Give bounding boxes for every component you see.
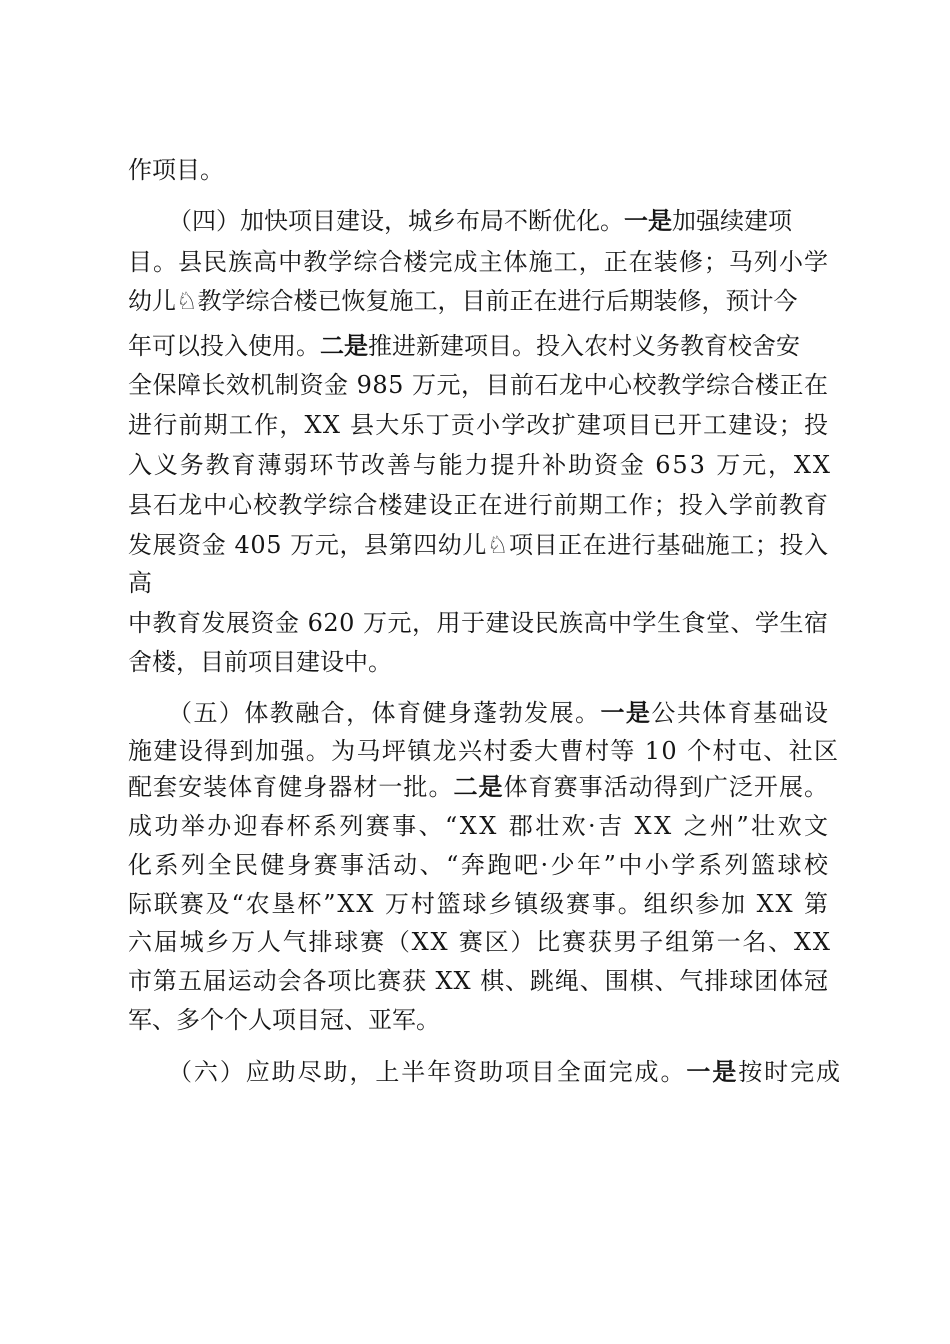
text-line bbox=[128, 368, 828, 402]
bold-marker: 一是 bbox=[624, 207, 672, 235]
text-segment: 体育赛事活动得到广泛开展。 bbox=[503, 773, 830, 801]
text-line bbox=[128, 153, 224, 187]
text-line bbox=[128, 566, 152, 600]
text-line bbox=[128, 329, 800, 363]
text-line bbox=[128, 448, 832, 482]
text-line bbox=[128, 488, 829, 522]
bold-marker: 二是 bbox=[453, 773, 504, 801]
text-segment: 市第五届运动会各项比赛获 XX 棋、跳绳、围棋、气排球团体冠 bbox=[128, 967, 829, 995]
text-segment: （六）应助尽助，上半年资助项目全面完成。 bbox=[168, 1058, 687, 1086]
text-segment: 际联赛及“农垦杯”XX 万村篮球乡镇级赛事。组织参加 XX 第 bbox=[128, 890, 830, 918]
text-segment: 发展资金 405 万元，县第四幼儿♘项目正在进行基础施工；投入 bbox=[128, 531, 829, 559]
text-segment: 入义务教育薄弱环节改善与能力提升补助资金 653 万元，XX bbox=[128, 451, 832, 479]
text-segment: 配套安装体育健身器材一批。 bbox=[128, 773, 454, 801]
text-segment: 公共体育基础设 bbox=[651, 699, 830, 727]
text-line bbox=[128, 245, 829, 279]
text-segment: 高 bbox=[128, 569, 152, 597]
text-segment: 施建设得到加强。为马坪镇龙兴村委大曹村等 10 个村屯、社区 bbox=[128, 737, 840, 765]
text-line bbox=[128, 284, 798, 318]
text-segment: 县石龙中心校教学综合楼建设正在进行前期工作；投入学前教育 bbox=[128, 491, 830, 519]
text-segment: 成功举办迎春杯系列赛事、“XX 郡壮欢·吉 XX 之州”壮欢文 bbox=[128, 812, 831, 840]
text-segment: 幼儿♘教学综合楼已恢复施工，目前正在进行后期装修，预计今 bbox=[128, 287, 798, 315]
text-line bbox=[128, 770, 829, 804]
text-line bbox=[128, 964, 829, 998]
bold-marker: 一是 bbox=[686, 1058, 739, 1086]
text-line bbox=[168, 1055, 842, 1089]
text-line bbox=[128, 925, 832, 959]
text-segment: 化系列全民健身赛事活动、“奔跑吧·少年”中小学系列篮球校 bbox=[128, 851, 831, 879]
text-segment: 军、多个个人项目冠、亚军。 bbox=[128, 1006, 440, 1034]
text-segment: 中教育发展资金 620 万元，用于建设民族高中学生食堂、学生宿 bbox=[128, 609, 829, 637]
text-segment: 全保障长效机制资金 985 万元，目前石龙中心校教学综合楼正在 bbox=[128, 371, 829, 399]
text-segment: （四）加快项目建设，城乡布局不断优化。 bbox=[168, 207, 624, 235]
text-line bbox=[128, 528, 829, 562]
text-segment: 加强续建项 bbox=[672, 207, 792, 235]
text-segment: 目。县民族高中教学综合楼完成主体施工，正在装修；马列小学 bbox=[128, 248, 830, 276]
text-segment: 年可以投入使用。 bbox=[128, 332, 320, 360]
text-segment: 推进新建项目。投入农村义务教育校舍安 bbox=[368, 332, 800, 360]
text-segment: 舍楼，目前项目建设中。 bbox=[128, 648, 392, 676]
text-line bbox=[128, 645, 392, 679]
text-segment: 作项目。 bbox=[128, 156, 224, 184]
text-segment: 进行前期工作，XX 县大乐丁贡小学改扩建项目已开工建设；投 bbox=[128, 411, 830, 439]
text-line bbox=[128, 887, 830, 921]
text-segment: 六届城乡万人气排球赛（XX 赛区）比赛获男子组第一名、XX bbox=[128, 928, 832, 956]
text-line bbox=[168, 204, 792, 238]
text-line bbox=[128, 809, 830, 843]
bold-marker: 一是 bbox=[600, 699, 652, 727]
text-segment: （五）体教融合，体育健身蓬勃发展。 bbox=[168, 699, 601, 727]
text-line bbox=[128, 606, 828, 640]
text-line bbox=[168, 696, 829, 730]
text-line bbox=[128, 734, 839, 768]
text-line bbox=[128, 1003, 440, 1037]
text-segment: 按时完成 bbox=[738, 1058, 842, 1086]
bold-marker: 二是 bbox=[320, 332, 368, 360]
text-line bbox=[128, 848, 831, 882]
text-line bbox=[128, 408, 829, 442]
